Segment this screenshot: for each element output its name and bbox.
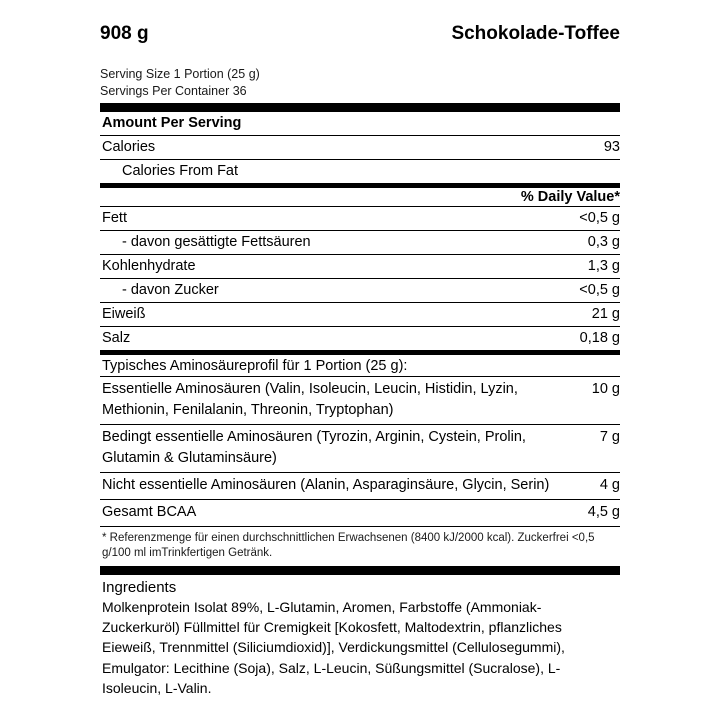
amino-row <box>100 473 620 499</box>
calories-label: Calories <box>102 138 156 155</box>
nutrition-label <box>100 8 620 701</box>
amino-row <box>100 377 620 424</box>
footnote: * Referenzmenge für einen durchschnittlichen Erwachsenen (8400 kJ/2000 kcal). Zuckerfrei <0,5 g/100 ml imTrinkfertigen Getränk. <box>102 531 595 559</box>
serving-size: Serving Size 1 Portion (25 g) <box>100 66 260 81</box>
daily-value-header: % Daily Value* <box>520 188 620 205</box>
nutrient-name: Kohlenhydrate <box>102 257 196 274</box>
nutrient-row <box>100 231 620 254</box>
amino-name: Bedingt essentielle Aminosäuren (Tyrozin, Arginin, Cystein, Prolin, Glutamin & Glutaminsäure) <box>102 428 526 466</box>
amino-row <box>100 500 620 526</box>
amino-value: 10 g <box>591 380 620 397</box>
calories-value: 93 <box>603 138 620 155</box>
nutrient-name: - davon Zucker <box>122 281 219 298</box>
calories-row <box>100 136 620 159</box>
amino-value: 4,5 g <box>587 503 620 520</box>
label-header <box>100 8 620 46</box>
ingredients-body: Molkenprotein Isolat 89%, L-Glutamin, Aromen, Farbstoffe (Ammoniak-Zuckerkuröl) Füllmittel für Cremigkeit [Kokosfett, Maltodextrin, pflanzliches Eieweiß, Trennmittel (Siliciumdioxid)], Verdickungsmittel (Cellulosegummi), Emulgator: Lecithine (Soja), Salz, L-Leucin, Süßungsmittel (Sucralose), L-Isoleucin, L-Valin. <box>102 598 565 697</box>
amino-row <box>100 425 620 472</box>
nutrient-value: 0,18 g <box>579 329 620 346</box>
nutrient-row <box>100 207 620 230</box>
serving-info <box>100 66 620 100</box>
nutrient-name: Fett <box>102 209 127 226</box>
nutrient-value: <0,5 g <box>579 209 620 226</box>
servings-per-container: Servings Per Container 36 <box>100 83 247 98</box>
nutrient-row <box>100 279 620 302</box>
amino-value: 7 g <box>599 428 620 445</box>
flavor-name: Schokolade-Toffee <box>451 23 620 44</box>
nutrient-name: - davon gesättigte Fettsäuren <box>122 233 311 250</box>
amino-profile-heading: Typisches Aminosäureprofil für 1 Portion (25 g): <box>102 357 408 374</box>
nutrient-value: 0,3 g <box>587 233 620 250</box>
amino-name: Gesamt BCAA <box>102 503 197 520</box>
divider-thick-top <box>100 103 620 112</box>
amount-per-serving-label: Amount Per Serving <box>102 114 242 131</box>
calories-from-fat-label: Calories From Fat <box>122 162 239 179</box>
nutrient-value: 21 g <box>591 305 620 322</box>
amino-value: 4 g <box>599 476 620 493</box>
nutrient-value: 1,3 g <box>587 257 620 274</box>
ingredients-title: Ingredients <box>102 578 177 596</box>
nutrient-row <box>100 255 620 278</box>
nutrient-name: Salz <box>102 329 131 346</box>
divider-thick-bottom <box>100 566 620 575</box>
nutrient-name: Eiweiß <box>102 305 146 322</box>
net-weight: 908 g <box>100 23 149 44</box>
amount-per-serving-row <box>100 112 620 135</box>
nutrient-row <box>100 303 620 326</box>
nutrient-row <box>100 327 620 350</box>
nutrient-value: <0,5 g <box>579 281 620 298</box>
amino-name: Nicht essentielle Aminosäuren (Alanin, Asparaginsäure, Glycin, Serin) <box>102 476 550 493</box>
calories-from-fat-row <box>100 160 620 183</box>
amino-name: Essentielle Aminosäuren (Valin, Isoleucin, Leucin, Histidin, Lyzin, Methionin, Fenilalanin, Threonin, Tryptophan) <box>102 380 518 418</box>
